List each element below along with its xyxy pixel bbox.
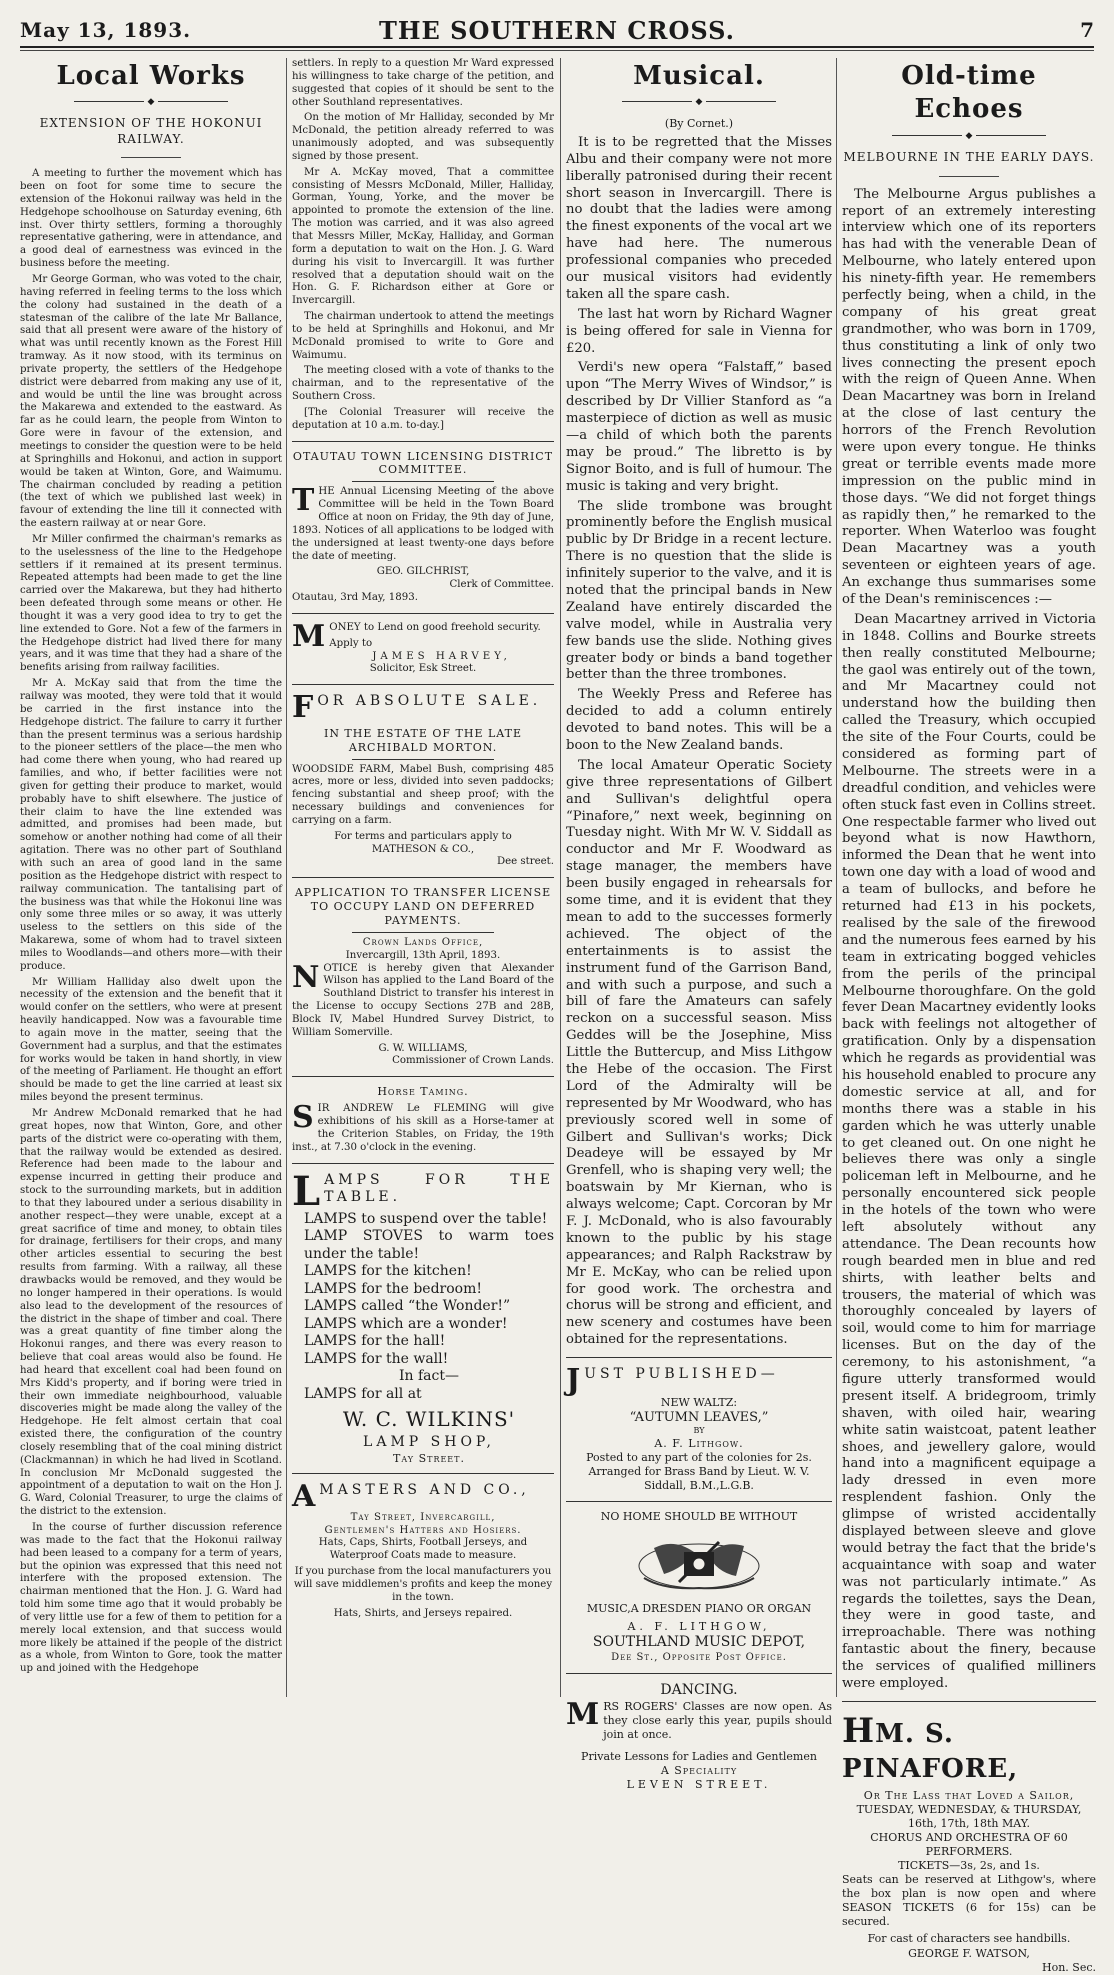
ornament-rule: ◆ [566, 97, 832, 109]
lamp-line: LAMP STOVES to warm toes under the table! [304, 1228, 554, 1262]
music-instruments-illustration [624, 1528, 774, 1598]
ad-title: DANCING. [660, 1681, 738, 1698]
article-subheading: EXTENSION OF THE HOKONUI RAILWAY. [39, 116, 263, 146]
column-notices [292, 58, 554, 1697]
article-paragraph: Mr A. McKay moved, That a committee consisting of Messrs McDonald, Miller, Halliday, Gorman, Young, Yorke, and the mover be appointed to promote the extension of the line. The motion was carried, and it was also agreed that Messrs Miller, McKay, Halliday, and Gorman form a deputation to wait on the Hon. J. G. Ward during his visit to Invercargill. It was further resolved that a deputation should wait on the Hon. G. F. Richardson either at Gore or Invercargill. [292, 166, 554, 307]
waltz-name: “AUTUMN LEAVES,” [629, 1409, 769, 1425]
shop-name: W. C. WILKINS' [342, 1407, 516, 1432]
divider [292, 1473, 554, 1474]
ad-role: Solicitor, Esk Street. [369, 663, 477, 675]
divider [352, 481, 494, 482]
drop-cap: N [292, 959, 320, 995]
ad-signer: GEO. GILCHRIST, [376, 566, 470, 578]
drop-cap: M [292, 618, 326, 654]
short-rule [121, 157, 181, 158]
ad-title-text: M. S. PINAFORE, [842, 1718, 1019, 1785]
ad-title: MASTERS AND CO., [319, 1482, 530, 1499]
ad-posted: Posted to any part of the colonies for 2s. [586, 1450, 812, 1464]
ad-title: OTAUTAU TOWN LICENSING DISTRICT COMMITTEE. [292, 449, 554, 477]
ad-waltz [566, 1363, 832, 1493]
column-divider [286, 58, 287, 1697]
divider [292, 613, 554, 614]
ad-estate: IN THE ESTATE OF THE LATE ARCHIBALD MORTON. [323, 726, 523, 754]
short-rule [939, 176, 999, 177]
article-paragraph: The last hat worn by Richard Wagner is being offered for sale in Vienna for £20. [566, 306, 832, 356]
masthead [20, 6, 1094, 48]
shop-street: Tay Street. [393, 1451, 465, 1465]
lamp-line: LAMPS for all at [304, 1385, 422, 1402]
drop-cap: H [842, 1710, 876, 1751]
ad-office: Crown Lands Office, [362, 936, 484, 948]
article-paragraph: Mr Andrew McDonald remarked that he had great hopes, now that Winton, Gore, and other parts of the district were co-operating with them, that the railway would be extended as desired. Reference had been made to the labour and expense incurred in getting their produce and stock to the surrounding markets, but in addition to that they laboured under a serious disability in another respect—they were unable, except at a great sacrifice of time and money, to obtain tiles for drainage, fertilisers for their crops, and many other articles essential to securing the best results from farming. With a railway, all these drawbacks would be removed, and they would be no longer hampered in their operations. Is would also lead to the development of the resources of the district in the shape of timber and coal. There was a great quantity of fine timber along the Hokonui ranges, and there was every reason to believe that coal areas would also be found. He had heard that excellent coal had been found on Mrs Kidd's property, and if boring were tried in their own immediate neighbourhood, valuable discoveries might be made along the valley of the Hedgehope. He felt almost certain that coal existed there, the configuration of the country closely resembling that of the coal mining district (Clackmannan) in which he had lived in Scotland. In conclusion Mr McDonald suggested the appointment of a deputation to wait on the Hon J. G. Ward, Colonial Treasurer, to urge the claims of the district to the extension. [20, 1108, 282, 1518]
ad-title: OR ABSOLUTE SALE. [317, 693, 542, 710]
article-paragraph: Verdi's new opera “Falstaff,” based upon “The Merry Wives of Windsor,” is described by Dr Villier Stanford as “a masterpiece of diction as well as music—a child of which both the parents may be proud.” The libretto is by Signor Boito, and is full of humour. The music is taking and very bright. [566, 360, 832, 494]
ad-bottom: MUSIC,A DRESDEN PIANO OR ORGAN [586, 1601, 812, 1615]
ad-pinafore [842, 1710, 1096, 1975]
article-paragraph: Mr A. McKay said that from the time the railway was mooted, they were told that it would be carried in the first instance into the Hedgehope district. The failure to carry it further than the present terminus was a serious hardship to the pioneer settlers of the place—the men who had come there when young, who had reared up families, and who, if better facilities were not given for getting their produce to market, would probably have to shift elsewhere. The justice of their claim to have the line extended was admitted, and promises had been made, but somehow or another nothing had come of all their agitation. There was no other part of Southland with such an area of good land in the same position as the Hedgehope district with respect to railway communication. The tantalising part of the business was that while the Hokonui line was only some three miles or so away, it was utterly useless to the settlers on this side of the Makarewa, some of whom had to travel sixteen miles to Woodlands—and others more—with their produce. [20, 678, 282, 972]
ad-signer-role: Clerk of Committee. [449, 579, 554, 591]
shop-type: LAMP SHOP, [363, 1434, 495, 1451]
ad-private: Private Lessons for Ladies and Gentlemen [581, 1749, 817, 1763]
ad-transfer [292, 886, 554, 1068]
divider [292, 441, 554, 442]
ad-sale [292, 690, 554, 869]
ad-dancing [566, 1682, 832, 1792]
article-paragraph: The local Amateur Operatic Society give three representations of Gilbert and Sullivan's delightful opera “Pinafore,” next week, beginning on Tuesday night. With Mr W. V. Siddall as conductor and Mr F. Woodward as stage manager, the members have been busily engaged in rehearsals for some time, and it is evident that they mean to add to the successes formerly achieved. The object of the entertainments is to assist the instrument fund of the Garrison Band, and with such a purpose, and such a bill of fare the Amateurs can safely reckon on a successful season. Miss Geddes will be the Josephine, Miss Little the Buttercup, and Miss Lithgow the Hebe of the occasion. The First Lord of the Admiralty will be represented by Mr Woodward, who has previously scored well in some of Gilbert and Sullivan's works; Dick Deadeye will be essayed by Mr Grenfell, who is shaping very well; the boatswain by Mr Kiernan, who is always welcome; Capt. Corcoran by Mr F. J. McDonald, who is also favourably known to the public by his stage appearances; and Ralph Rackstraw by Mr E. McKay, who can be relied upon for good work. The orchestra and chorus will be strong and efficient, and new scenery and costumes have been obtained for the representations. [566, 757, 832, 1348]
newspaper-title: THE SOUTHERN CROSS. [378, 16, 735, 45]
lamp-line: LAMPS called “the Wonder!” [304, 1298, 511, 1315]
article-paragraph: settlers. In reply to a question Mr Ward expressed his willingness to take charge of the petition, and suggested that copies of it should be sent to the other Southland representatives. [292, 58, 554, 108]
column-musical [566, 58, 832, 1792]
ad-dates: 16th, 17th, 18th MAY. [907, 1816, 1031, 1830]
section-heading-musical: Musical. [633, 61, 765, 91]
drop-cap: A [292, 1479, 316, 1515]
ad-goods: Hats, Caps, Shirts, Football Jerseys, and Waterproof Coats made to measure. [318, 1537, 528, 1562]
ad-top: NO HOME SHOULD BE WITHOUT [600, 1509, 798, 1523]
ad-signer: GEORGE F. WATSON, [908, 1946, 1030, 1960]
lamp-line: LAMPS for the bedroom! [304, 1280, 482, 1297]
ad-apply: Apply to [329, 637, 373, 649]
ad-street: LEVEN STREET. [626, 1778, 772, 1792]
ad-body: OTICE is hereby given that Alexander Wilson has applied to the Land Board of the Southland District to transfer his interest in the License to occupy Sections 27B and 28B, Block IV, Mabel Hundred Survey District, to William Somerville. [292, 962, 554, 1038]
article-paragraph: On the motion of Mr Halliday, seconded by Mr McDonald, the petition already referred to was unanimously adopted, and was subsequently signed by those present. [292, 112, 554, 162]
ad-body: WOODSIDE FARM, Mabel Bush, comprising 485 acres, more or less, divided into seven paddocks; fencing substantial and sheep proof; with the necessary buildings and conveniences for carrying on a farm. [292, 763, 554, 826]
ad-tickets: TICKETS—3s, 2s, and 1s. [898, 1859, 1040, 1873]
ad-title: Horse Taming. [377, 1085, 469, 1099]
article-paragraph: Mr William Halliday also dwelt upon the necessity of the extension and the benefit that it would confer on the settlers, who were at present heavily handicapped. Now was a favourable time to again move in the matter, seeing that the Government had a surplus, and that the estimates for works would be taken in hand shortly, in view of the meeting of Parliament. He thought an effort should be made to get the line carried at least six miles beyond the present terminus. [20, 976, 282, 1104]
ad-repair: Hats, Shirts, and Jerseys repaired. [333, 1607, 513, 1619]
ornament-rule: ◆ [842, 131, 1096, 143]
divider [566, 1673, 832, 1674]
ad-depot: SOUTHLAND MUSIC DEPOT, [592, 1634, 806, 1651]
section-heading-old-time-echoes: Old-time Echoes [901, 61, 1037, 125]
ad-chorus: CHORUS AND ORCHESTRA OF 60 PERFORMERS. [870, 1830, 1068, 1858]
ad-days: TUESDAY, WEDNESDAY, & THURSDAY, [856, 1802, 1082, 1816]
ad-signer-role: Commissioner of Crown Lands. [392, 1055, 554, 1067]
article-paragraph: It is to be regretted that the Misses Albu and their company were not more liberally patronised during their recent short season in Invercargill. There is no doubt that the ladies were among the finest exponents of the vocal art we have had here. The numerous professional companies who preceded our musical visitors had evidently taken all the spare cash. [566, 134, 832, 302]
ornament-rule: ◆ [20, 97, 282, 108]
ad-masters [292, 1479, 554, 1620]
article-paragraph: Mr Miller confirmed the chairman's remarks as to the uselessness of the line to the Hedgehope settlers if it remained at its present terminus. Repeated attempts had been made to get the line carried over the Makarewa, but they had hitherto been defeated through some means or other. He thought it was a very good idea to try to get the line extended to Gore. Not a few of the farmers in the Hedgehope district had lived there for many years, and it was time that they had a share of the benefits arising from railway facilities. [20, 533, 282, 674]
ad-lamps [292, 1167, 554, 1466]
divider [292, 877, 554, 878]
divider [352, 932, 494, 933]
lamp-line: LAMPS for the wall! [304, 1350, 449, 1367]
ad-signer-role: Hon. Sec. [1042, 1960, 1096, 1974]
column-divider [560, 58, 561, 1697]
ad-title: UST PUBLISHED— [584, 1366, 779, 1383]
lamp-line: LAMPS to suspend over the table! [304, 1210, 548, 1227]
lamp-line: LAMPS which are a wonder! [304, 1315, 508, 1332]
drop-cap: S [292, 1100, 314, 1136]
article-paragraph: The slide trombone was brought prominently before the English musical public by Dr Bridge in a recent lecture. There is no question that the slide is infinitely superior to the valve, and it is noted that the principal bands in New Zealand have entirely discarded the valve model, while in Australia very few bands use the slide. Nothing gives greater body or binds a band together better than the three trombones. [566, 498, 832, 683]
byline: (By Cornet.) [664, 116, 734, 130]
lamp-line: LAMPS for the kitchen! [304, 1263, 472, 1280]
ad-addr: Dee St., Opposite Post Office. [611, 1651, 787, 1663]
ad-by: BY [693, 1426, 705, 1436]
article-paragraph: Dean Macartney arrived in Victoria in 1848. Collins and Bourke streets then really constituted Melbourne; the gaol was entirely out of the town, and Mr Macartney could not understand how the building then called the Treasury, which occupied the site of the Four Courts, could be considered as forming part of Melbourne. The streets were in a dreadful condition, and vehicles were often stuck fast even in Collins street. One respectable farmer who lived out beyond what is now Hawthorn, informed the Dean that he went into town one day with a load of wood and a team of bullocks, and before he returned had £13 in his pockets, realised by the sale of the firewood and the numerous fees earned by his team in extricating bogged vehicles from the perils of the principal Melbourne thoroughfare. On the gold fever Dean Macartney evidently looks back with feelings not altogether of gratification. Only by a dispensation which he regards as providential was his household enabled to procure any domestic service at all, and for months there was a stable in his garden which he was utterly unable to get cleaned out. On one night he believes there was only a single policeman left in Melbourne, and he personally encountered sick people in the hotels of the town who were left absolutely without any attendance. The Dean recounts how rough bearded men in blue and red shirts, with leather belts and trousers, the material of which was thoroughly concealed by layers of soil, would come to him for marriage licenses. But on the day of the ceremony, to his astonishment, “a figure utterly transformed would present itself. A bridegroom, trimly shaven, with oiled hair, wearing white satin waistcoat, patent leather shoes, and jewellery galore, would hand into a magnificent equipage a lady dressed in even more resplendent fashion. Only the glimpse of wristed accidentally displayed between sleeve and glove would betray the fact that the bride's acquaintance with soap and water was not particularly intimate.” As regards the toilettes, says the Dean, they were in good taste, and irreproachable. There was nothing fantastic about the finery, because the services of qualified milliners were employed. [842, 611, 1096, 1692]
ad-title: AMPS FOR THE TABLE. [324, 1171, 554, 1206]
lamp-line: LAMPS for the hall! [304, 1333, 446, 1350]
ad-agent: MATHESON & CO., [371, 843, 475, 855]
ad-cast: For cast of characters see handbills. [867, 1932, 1071, 1946]
ad-new: NEW WALTZ: [660, 1395, 738, 1409]
section-heading-local-works: Local Works [56, 61, 246, 91]
ad-terms: For terms and particulars apply to [334, 830, 512, 842]
divider [292, 684, 554, 685]
article-paragraph: The chairman undertook to attend the meetings to be held at Springhills and Hokonui, and Mr McDonald promised to write to Gore and Waimumu. [292, 311, 554, 361]
divider [352, 759, 494, 760]
article-paragraph: [The Colonial Treasurer will receive the deputation at 10 a.m. to-day.] [292, 406, 554, 431]
article-paragraph: Mr George Gorman, who was voted to the chair, having referred in feeling terms to the loss which the colony had sustained in the death of a statesman of the calibre of the late Mr Ballance, said that all present were aware of the history of what was until recently known as the Forest Hill tramway. As it now stood, with its terminus on private property, the settlers of the Hedgehope district were debarred from making any use of it, and would be until the line was brought across the Makarewa and extended to the eastward. As far as he could learn, the people from Winton to Gore were in favour of the extension, and meetings to consider the question were to be held at Springhills and Hokonui, and action in support would be taken at Winton, Gore, and Waimumu. The chairman concluded by reading a petition (the text of which we published last week) in favour of extending the line till it connected with the eastern railway at or near Gore. [20, 274, 282, 530]
ad-sub: Or The Lass that Loved a Sailor, [863, 1788, 1075, 1802]
ad-place-date: Otautau, 3rd May, 1893. [292, 592, 418, 604]
divider [292, 1076, 554, 1077]
divider [566, 1357, 832, 1358]
ad-licensing [292, 450, 554, 605]
ad-signer: G. W. WILLIAMS, [378, 1042, 468, 1054]
issue-date: May 13, 1893. [20, 18, 192, 42]
drop-cap: M [566, 1696, 600, 1732]
ad-title [842, 1710, 1096, 1787]
ad-date: Invercargill, 13th April, 1893. [345, 949, 501, 961]
ad-author: A. F. Lithgow. [654, 1436, 744, 1450]
ad-horse [292, 1085, 554, 1154]
ad-name: A. F. LITHGOW, [627, 1620, 771, 1633]
ad-name: JAMES HARVEY, [372, 650, 511, 662]
ad-arranged: Arranged for Brass Band by Lieut. W. V. Siddall, B.M.,L.G.B. [588, 1464, 810, 1492]
drop-cap: T [292, 483, 315, 519]
lamp-infact: In fact— [399, 1368, 459, 1385]
divider [566, 1501, 832, 1502]
ad-title: APPLICATION TO TRANSFER LICENSE TO OCCUPY LAND ON DEFERRED PAYMENTS. [294, 886, 552, 927]
masthead-rule [20, 50, 1094, 51]
article-paragraph: The Melbourne Argus publishes a report of an extremely interesting interview which one of its reporters has had with the venerable Dean of Melbourne, who lately entered upon his ninety-fifth year. He remembers perfectly being, when a child, in the company of his great great grandmother, who was born in 1709, thus constituting a link of only two lives connecting the present epoch with the reign of Queen Anne. When Dean Macartney was born in Ireland at the close of last century the horrors of the French Revolution were upon every tongue. He thinks great or terrible events made more impression on the public mind in those days. “We did not forget things as rapidly then,” he remarked to the reporter. When Waterloo was fought Dean Macartney was a youth seventeen or eighteen years of age. An exchange thus summarises some of the Dean's reminiscences :— [842, 186, 1096, 608]
ad-pitch: If you purchase from the local manufacturers you will save middlemen's profits and keep the money in the town. [293, 1566, 553, 1603]
article-paragraph: The meeting closed with a vote of thanks to the chairman, and to the representative of the Southern Cross. [292, 365, 554, 403]
ad-speciality: A Speciality [660, 1764, 738, 1777]
ad-trade: Gentlemen's Hatters and Hosiers. [324, 1524, 522, 1536]
drop-cap: J [566, 1363, 581, 1399]
article-paragraph: In the course of further discussion reference was made to the fact that the Hokonui railway had been leased to a company for a term of years, but the opinion was expressed that this need not interfere with the proposed extension. The chairman mentioned that the Hon. J. G. Ward had told him some time ago that it would probably be of very little use for a few of them to petition for a merely local extension, and that success would more likely be attained if the people of the district as a whole, from Winton to Gore, took the matter up and joined with the Hedgehope [20, 1522, 282, 1675]
drop-cap: F [292, 690, 314, 726]
ad-street: Dee street. [496, 856, 554, 868]
article-paragraph: A meeting to further the movement which has been on foot for some time to secure the extension of the Hokonui railway was held in the Hedgehope schoolhouse on Saturday evening, 6th inst. Over thirty settlers, forming a thoroughly representative gathering, were in attendance, and a good deal of earnestness was evinced in the business before the meeting. [20, 168, 282, 270]
ad-money [292, 618, 554, 676]
article-subheading: MELBOURNE IN THE EARLY DAYS. [843, 150, 1095, 165]
page-number: 7 [1080, 18, 1094, 42]
ad-body: RS ROGERS' Classes are now open. As they close early this year, pupils should join at once. [603, 1699, 832, 1741]
ad-music-depot [566, 1510, 832, 1665]
column-local-works [20, 58, 282, 1697]
column-divider [836, 58, 837, 1697]
drop-cap: L [292, 1167, 321, 1215]
ad-seats: Seats can be reserved at Lithgow's, where the box plan is now open and where SEASON TICKETS (6 for 15s) can be secured. [842, 1873, 1096, 1929]
ad-body: HE Annual Licensing Meeting of the above Committee will be held in the Town Board Office at noon on Friday, the 9th day of June, 1893. Notices of all applications to be lodged with the undersigned at least twenty-one days before the date of meeting. [292, 486, 554, 562]
ad-body: ONEY to Lend on good freehold security. [329, 621, 541, 633]
article-paragraph: The Weekly Press and Referee has decided to add a column entirely devoted to band notes. This will be a boon to the New Zealand bands. [566, 687, 832, 754]
divider [842, 1701, 1096, 1702]
column-old-time-echoes [842, 58, 1096, 1974]
ad-body: IR ANDREW Le FLEMING will give exhibitions of his skill as a Horse-tamer at the Criterion Stables, on Friday, the 19th inst., at 7.30 o'clock in the evening. [292, 1103, 554, 1153]
divider [292, 1163, 554, 1164]
ad-addr: Tay Street, Invercargill, [350, 1511, 496, 1523]
